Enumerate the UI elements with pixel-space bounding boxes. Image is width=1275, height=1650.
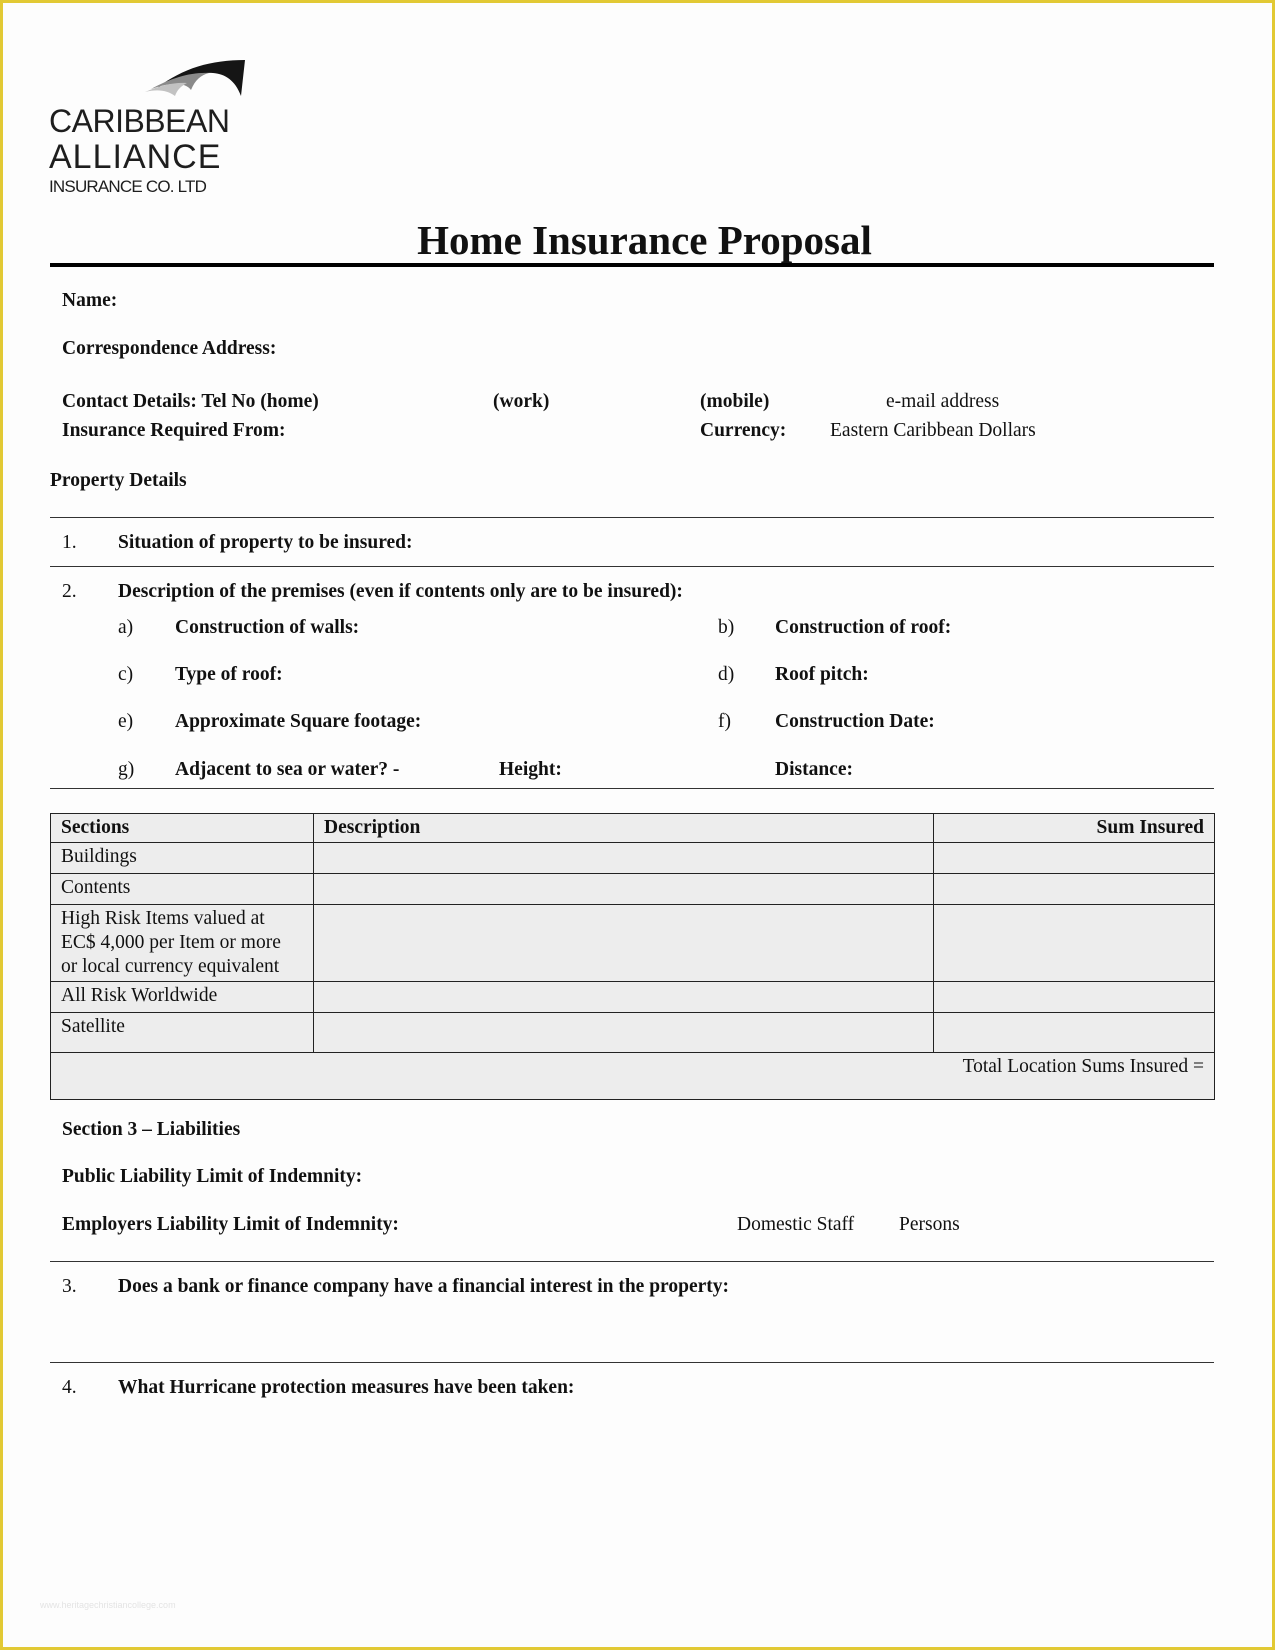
distance-label: Distance: <box>775 759 853 780</box>
email-label: e-mail address <box>886 391 1000 412</box>
table-row <box>51 843 1215 874</box>
sections-table <box>50 813 1215 1100</box>
persons-label: Persons <box>899 1214 960 1235</box>
roof-construction-label: Construction of roof: <box>775 617 952 638</box>
high-risk-line: or local currency equivalent <box>61 956 280 977</box>
employers-liability-label: Employers Liability Limit of Indemnity: <box>62 1214 399 1235</box>
description-cell[interactable] <box>314 843 934 874</box>
roof-pitch-label: Roof pitch: <box>775 664 869 685</box>
adjacent-water-label: Adjacent to sea or water? - <box>175 759 400 780</box>
item-letter: g) <box>118 759 135 780</box>
col-sum-insured-header: Sum Insured <box>934 814 1215 843</box>
currency-label: Currency: <box>700 420 787 441</box>
divider <box>50 1362 1214 1363</box>
question-3-text: Does a bank or finance company have a financial interest in the property: <box>118 1276 730 1297</box>
table-row <box>51 905 1215 982</box>
logo-line-3: INSURANCE CO. LTD <box>49 177 207 196</box>
address-field-label: Correspondence Address: <box>62 338 277 359</box>
question-4-text: What Hurricane protection measures have been taken: <box>118 1377 575 1398</box>
public-liability-label: Public Liability Limit of Indemnity: <box>62 1166 363 1187</box>
item-letter: d) <box>718 664 735 685</box>
row-label: Satellite <box>51 1013 314 1053</box>
description-cell[interactable] <box>314 905 934 982</box>
high-risk-line: High Risk Items valued at <box>61 908 265 929</box>
description-cell[interactable] <box>314 982 934 1013</box>
divider <box>50 788 1214 789</box>
question-1-text: Situation of property to be insured: <box>118 532 413 553</box>
sum-insured-cell[interactable] <box>934 1013 1215 1053</box>
item-letter: f) <box>718 711 731 732</box>
square-footage-label: Approximate Square footage: <box>175 711 422 732</box>
question-3-number: 3. <box>62 1276 77 1297</box>
required-from-label: Insurance Required From: <box>62 420 286 441</box>
currency-value: Eastern Caribbean Dollars <box>830 420 1036 441</box>
sum-insured-cell[interactable] <box>934 843 1215 874</box>
table-row <box>51 1053 1215 1100</box>
watermark-text: www.heritagechristiancollege.com <box>40 1600 176 1610</box>
item-letter: a) <box>118 617 134 638</box>
divider <box>50 517 1214 518</box>
sum-insured-cell[interactable] <box>934 874 1215 905</box>
logo-line-2: ALLIANCE <box>49 138 222 176</box>
col-description-header: Description <box>314 814 934 843</box>
title-rule <box>50 263 1214 267</box>
table-row <box>51 982 1215 1013</box>
domestic-staff-label: Domestic Staff <box>737 1214 855 1235</box>
contact-home-label: Contact Details: Tel No (home) <box>62 391 319 412</box>
name-field-label: Name: <box>62 290 118 311</box>
question-1-number: 1. <box>62 532 77 553</box>
roof-type-label: Type of roof: <box>175 664 283 685</box>
total-sums-insured: Total Location Sums Insured = <box>51 1053 1215 1100</box>
description-cell[interactable] <box>314 1013 934 1053</box>
divider <box>50 566 1214 567</box>
liabilities-heading: Section 3 – Liabilities <box>62 1119 241 1140</box>
question-2-number: 2. <box>62 581 77 602</box>
walls-label: Construction of walls: <box>175 617 360 638</box>
swoosh-logo-icon <box>143 56 253 100</box>
height-label: Height: <box>499 759 562 780</box>
high-risk-line: EC$ 4,000 per Item or more <box>61 932 281 953</box>
question-2-text: Description of the premises (even if contents only are to be insured): <box>118 581 683 602</box>
row-label-high-risk <box>51 905 314 982</box>
row-label: Buildings <box>51 843 314 874</box>
question-4-number: 4. <box>62 1377 77 1398</box>
sum-insured-cell[interactable] <box>934 905 1215 982</box>
col-sections-header: Sections <box>51 814 314 843</box>
row-label: Contents <box>51 874 314 905</box>
construction-date-label: Construction Date: <box>775 711 935 732</box>
row-label: All Risk Worldwide <box>51 982 314 1013</box>
page-title: Home Insurance Proposal <box>417 217 872 263</box>
item-letter: e) <box>118 711 134 732</box>
item-letter: b) <box>718 617 735 638</box>
divider <box>50 1261 1214 1262</box>
contact-mobile-label: (mobile) <box>700 391 770 412</box>
item-letter: c) <box>118 664 134 685</box>
description-cell[interactable] <box>314 874 934 905</box>
table-row <box>51 1013 1215 1053</box>
sum-insured-cell[interactable] <box>934 982 1215 1013</box>
table-row <box>51 874 1215 905</box>
contact-work-label: (work) <box>493 391 550 412</box>
logo-line-1: CARIBBEAN <box>49 103 230 139</box>
property-details-heading: Property Details <box>50 470 187 491</box>
